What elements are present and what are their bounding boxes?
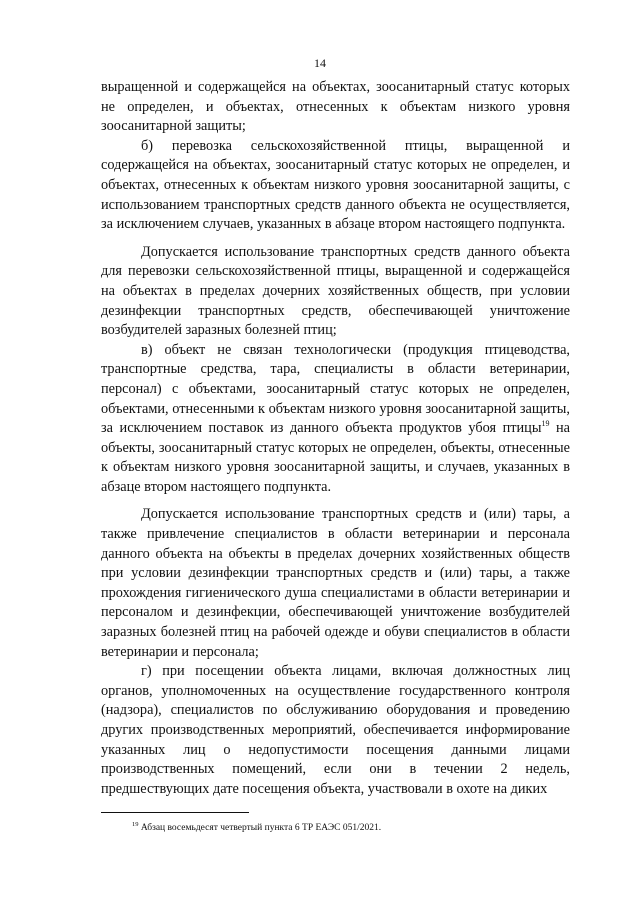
paragraph-item-v-text-end: на объекты, зоосанитарный статус которых не определен, объекты, отнесенные к объектам низкого уровня зоосанитарной защиты, и случаев, указанных в абзаце втором настоящего подпункта. — [101, 420, 570, 495]
paragraph-permission-transport: Допускается использование транспортных средств данного объекта для перевозки сельскохозяйственной птицы, выращенной и содержащейся на объектах в пределах дочерних хозяйственных обществ, при условии дезинфекции транспортных средств, обеспечивающей уничтожение возбудителей заразных болезней птиц; — [101, 243, 570, 339]
paragraph-item-g: г) при посещении объекта лицами, включая должностных лиц органов, уполномоченных на осуществление государственного контроля (надзора), специалистов по обслуживанию оборудования и проведению других производственных мероприятий, обеспечивается информирование указанных лиц о недопустимости посещения данными лицами производственных помещений, если они в течении 2 недель, предшествующих дате посещения объекта, участвовали в охоте на диких — [101, 663, 570, 797]
footnote — [132, 822, 381, 834]
paragraph-permission-tare: Допускается использование транспортных средств и (или) тары, а также привлечение специалистов в области ветеринарии и персонала данного объекта на объекты в пределах дочерних хозяйственных обществ при условии дезинфекции транспортных средств и (или) тары, а также прохождения гигиенического душа специалистами в области ветеринарии и персоналом и дезинфекции, обеспечивающей уничтожение возбудителей заразных болезней птиц на рабочей одежде и обуви специалистов в области ветеринарии и персонала; — [101, 506, 570, 660]
paragraph-item-b: б) перевозка сельскохозяйственной птицы, выращенной и содержащейся на объектах, зоосанитарный статус которых не определен, и объектах, отнесенных к объектам низкого уровня зоосанитарной защиты, с использованием транспортных средств данного объекта не осуществляется, за исключением случаев, указанных в абзаце втором настоящего подпункта. — [101, 137, 570, 233]
footnote-reference: 19 — [541, 419, 550, 429]
page-number: 14 — [314, 56, 326, 70]
paragraph-item-v — [101, 341, 570, 498]
footnote-number: 19 — [132, 821, 139, 828]
paragraph-item-v-text-start: в) объект не связан технологически (продукция птицеводства, транспортные средства, тара, специалисты в области ветеринарии, персонал) с объектами, зоосанитарный статус которых не определен, объектами, отнесенными к объектам низкого уровня зоосанитарной защиты, за исключением поставок из данного объекта продуктов убоя птицы — [101, 341, 570, 437]
footnote-text: Абзац восемьдесят четвертый пункта 6 ТР ЕАЭС 051/2021. — [138, 823, 382, 833]
footnote-separator — [101, 812, 249, 813]
paragraph-continuation: выращенной и содержащейся на объектах, зоосанитарный статус которых не определен, и объектах, отнесенных к объектам низкого уровня зоосанитарной защиты; — [101, 79, 570, 135]
document-body — [101, 78, 570, 799]
